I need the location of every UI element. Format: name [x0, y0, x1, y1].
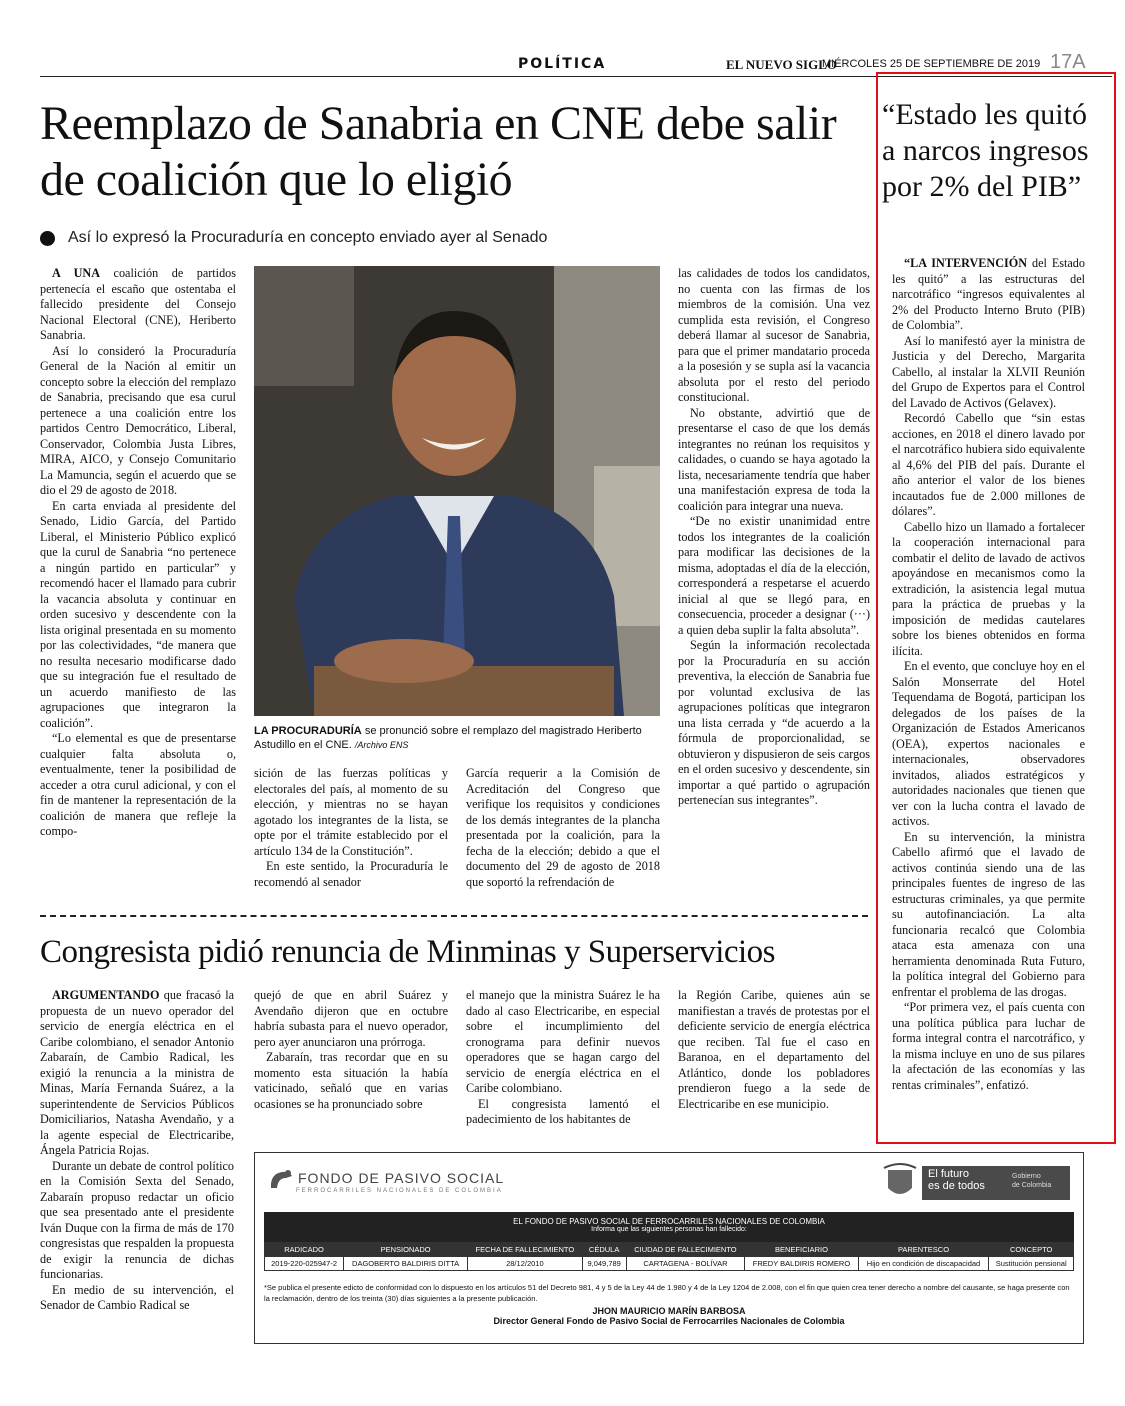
- paragraph: [892, 256, 1085, 334]
- table-header: RADICADO: [265, 1243, 344, 1257]
- table-cell: Sustitución pensional: [989, 1257, 1074, 1271]
- table-header: FECHA DE FALLECIMIENTO: [468, 1243, 583, 1257]
- page-number: 17A: [1050, 51, 1086, 73]
- newspaper-name: EL NUEVO SIGLO: [726, 57, 837, 72]
- train-icon: [268, 1168, 294, 1192]
- paragraph: Cabello hizo un llamado a fortalecer la cooperación internacional para combatir el delito de lavado de activos apoyándose en mecanismos como la extradición, la asistencia legal mutua para la práctica de pruebas y la imposición de medidas cautelares sobre los bienes obtenidos en forma ilícita.: [892, 519, 1085, 658]
- ad-banner-title: EL FONDO DE PASIVO SOCIAL DE FERROCARRILES NACIONALES DE COLOMBIA: [513, 1217, 825, 1226]
- paragraph: En el evento, que concluye hoy en el Salón Monserrate del Hotel Tequendama de Bogotá, participan los delegados de los países de la Organización de Estados Americanos (OEA), expertos nacionales e internacionales, observadores invitados, aliados estratégicos y autoridades nacionales que tienen que ver con la lucha contra el lavado de activos.: [892, 659, 1085, 828]
- gov-name: Gobierno de Colombia: [1012, 1173, 1052, 1189]
- portrait-image: [254, 266, 660, 716]
- article-photo: [254, 266, 660, 716]
- paragraph: Así lo manifestó ayer la ministra de Justicia y del Derecho, Margarita Cabello, al instalar la XLVII Reunión del Grupo de Expertos para el Control del Lavado de Activos (Gelavex).: [892, 333, 1085, 410]
- table-header: PARENTESCO: [858, 1243, 989, 1257]
- paragraph: En medio de su intervención, el Senador de Cambio Radical se: [40, 1282, 234, 1312]
- table-cell: FREDY BALDIRIS ROMERO: [745, 1257, 858, 1271]
- table-header: CIUDAD DE FALLECIMIENTO: [626, 1243, 745, 1257]
- paragraph: No obstante, advirtió que de presentarse el caso de que los demás integrantes no reúnan los requisitos y calidades, o cuando se haya agotado la lista, necesariamente tendría que haber una manifestación expresa de toda la coalición para integrar una nueva.: [678, 405, 870, 513]
- article-headline: Reemplazo de Sanabria en CNE debe salir de coalición que lo eligió: [40, 97, 837, 206]
- table-cell: 28/12/2010: [468, 1257, 583, 1271]
- paragraph-text: del Estado les quitó” a las estructuras del narcotráfico “ingresos equivalentes al 2% del Producto Interno Bruto (PIB) de Colombia”.: [892, 256, 1085, 332]
- signer-name: JHON MAURICIO MARÍN BARBOSA: [592, 1306, 746, 1316]
- lead-in: “LA INTERVENCIÓN: [904, 256, 1028, 270]
- signer-title: Director General Fondo de Pasivo Social de Ferrocarriles Nacionales de Colombia: [493, 1316, 845, 1326]
- ad-logo-text: FONDO DE PASIVO SOCIAL: [298, 1170, 505, 1186]
- caption-source: /Archivo ENS: [354, 740, 409, 750]
- article2-col3: [466, 988, 660, 1128]
- table-header: CÉDULA: [582, 1243, 626, 1257]
- table-cell: 2019-220-025947-2: [265, 1257, 344, 1271]
- paragraph-text: coalición de partidos pertenecía el escaño que ostentaba el fallecido presidente del Consejo Nacional Electoral (CNE), Heriberto Sanabria.: [40, 266, 236, 342]
- section-label: POLÍTICA: [518, 56, 607, 72]
- paragraph: En carta enviada al presidente del Senado, Lidio García, del Partido Liberal, el Ministerio Público explicó que la curul de Sanabria “no pertenece a ningún partido en particular” y recomendó hacer el llamado para cubrir la vacancia absoluta y continuar en orden sucesivo y descendente con la lista original presentada en su momento por las colectividades, “de manera que no resulta necesario modificarse dado que su integración fue el resultado de un acuerdo manifiesto de las agrupaciones que integraron la coalición”.: [40, 498, 236, 730]
- article1-col2: [254, 766, 448, 890]
- paragraph: “Por primera vez, el país cuenta con una política pública para luchar de forma integral contra el narcotráfico, y la misma incluye en uno de sus pilares la afectación de las economías y las rentas criminales”, enfatizó.: [892, 1000, 1085, 1092]
- paragraph: el manejo que la ministra Suárez le ha dado al caso Electricaribe, en especial sobre el incumplimiento del cronograma para definir nuevos operadores que se hagan cargo del servicio de energía eléctrica en el Caribe colombiano.: [466, 988, 660, 1095]
- gov-slogan: El futuro es de todos: [928, 1168, 985, 1192]
- table-row: [265, 1257, 1074, 1271]
- issue-date: MIÉRCOLES 25 DE SEPTIEMBRE DE 2019: [822, 58, 1041, 70]
- article2-col2: [254, 988, 448, 1112]
- caption-text: se pronunció sobre el remplazo del magistrado Heriberto Astudillo en el CNE.: [254, 725, 642, 751]
- lead-in: A UNA: [52, 266, 101, 280]
- bullet-icon: [40, 231, 55, 246]
- table-cell: DAGOBERTO BALDIRIS DITTA: [344, 1257, 468, 1271]
- coat-of-arms-icon: [880, 1162, 920, 1204]
- table-cell: Hijo en condición de discapacidad: [858, 1257, 989, 1271]
- ad-banner: [264, 1212, 1074, 1242]
- paragraph: García requerir a la Comisión de Acreditación del Congreso que verifique los requisitos y condiciones de los demás integrantes de la plancha presentada por la coalición, para la fecha de la elección; debido a que el documento del 29 de agosto de 2018 que soportó la refrendación de: [466, 766, 660, 889]
- lead-in: ARGUMENTANDO: [52, 988, 160, 1002]
- paragraph: Durante un debate de control político en la Comisión Sexta del Senado, Zabaraín propuso redactar un oficio que sea presentado ante el presidente Iván Duque con la firma de más de 170 congresistas que respalden la propuesta de exigir la renuncia de dichas funcionarias.: [40, 1158, 234, 1281]
- deceased-table: [264, 1242, 1074, 1271]
- ad-legal-note: *Se publica el presente edicto de conformidad con lo dispuesto en los artículos 51 del Decreto 981, 4 y 5 de la Ley 44 de 1.980 y 4 de la Ley 1204 de 2.008, con el fin que quien crea tener derecho a nombre del causante, se haga presente con la reclamación, dentro de los treinta (30) días siguientes a la presente publicación.: [264, 1283, 1070, 1303]
- table-cell: 9,049,789: [582, 1257, 626, 1271]
- paragraph-text: que fracasó la propuesta de un nuevo operador del servicio de energía eléctrica en el Caribe colombiano, el senador Antonio Zabaraín, de Cambio Radical, les exigió la renuncia a la ministra de Minas, María Fernanda Suárez, a la superintendente de Servicios Públicos Domiciliarios, Natasha Avendaño, y a la agente especial de Electricaribe, Ángela Patricia Rojas.: [40, 988, 234, 1157]
- paragraph: El congresista lamentó el padecimiento de los habitantes de: [466, 1096, 660, 1126]
- ad-banner-subtitle: Informa que las siguientes personas han fallecido:: [591, 1226, 747, 1233]
- article2-headline: Congresista pidió renuncia de Minminas y Superservicios: [40, 934, 776, 970]
- paragraph: En su intervención, la ministra Cabello afirmó que el lavado de activos continúa siendo una de las principales fuentes de ingreso de las estructuras criminales, ya que permite su autofinanciación. La alta funcionaria recalcó que Colombia ataca esta amenaza con una herramienta denominada Ruta Futuro, la política integral del Gobierno para enfrentar el problema de las drogas.: [892, 829, 1085, 999]
- table-header: PENSIONADO: [344, 1243, 468, 1257]
- paragraph: En este sentido, la Procuraduría le recomendó al senador: [254, 859, 448, 889]
- paragraph: quejó de que en abril Suárez y Avendaño dijeron que en octubre habría subasta para el nuevo operador, pero ayer anunciaron una prórroga.: [254, 988, 448, 1049]
- paragraph: [40, 266, 236, 344]
- paragraph: la Región Caribe, quienes aún se manifiestan a través de protestas por el deficiente servicio de energía eléctrica que reciben. Tal fue el caso en Baranoa, en el departamento del Atlántico, donde los pobladores prendieron fuego a la sede de Electricaribe en ese municipio.: [678, 988, 870, 1111]
- government-logo: [880, 1162, 1072, 1204]
- article1-col1: [40, 266, 236, 840]
- table-header: BENEFICIARIO: [745, 1243, 858, 1257]
- paragraph: sición de las fuerzas políticas y electorales del país, al momento de su elección, y mientras no se hayan agotado los integrantes de la lista, se opte por el trámite establecido por el artículo 134 de la Constitución”.: [254, 766, 448, 858]
- article2-col1: [40, 988, 234, 1314]
- table-header-row: [265, 1243, 1074, 1257]
- article2-col4: [678, 988, 870, 1112]
- sidebar-body: [892, 256, 1085, 1093]
- paragraph: [40, 988, 234, 1159]
- paragraph: Recordó Cabello que “sin estas acciones, en 2018 el dinero lavado por el narcotráfico hubiera sido equivalente al 4,6% del PIB del país. Durante el año anterior el valor de los bienes incautados fue de 2.000 millones de dólares”.: [892, 411, 1085, 518]
- table-header: CONCEPTO: [989, 1243, 1074, 1257]
- table-cell: CARTAGENA - BOLÍVAR: [626, 1257, 745, 1271]
- paragraph: “Lo elemental es que de presentarse cualquier falta absoluta o, eventualmente, tener la posibilidad de acceder a otra curul adicional, y con el fin de mantener la representación de la coalición de manera que refleje la compo-: [40, 731, 236, 838]
- article1-col3: [466, 766, 660, 890]
- photo-caption: [254, 724, 660, 752]
- article-subhead: Así lo expresó la Procuraduría en concepto enviado ayer al Senado: [68, 229, 548, 246]
- article1-col4: [678, 266, 870, 809]
- paragraph: Según la información recolectada por la Procuraduría en su acción preventiva, la elección de Sanabria fue por voluntad exclusiva de las agrupaciones políticas que integraron una lista cerrada y “de acuerdo a la fórmula de proporcionalidad, se obtuvieron y dispusieron de seis cargos en el orden sucesivo y descendente, sin importar a qué partido o agrupación pertenecían sus integrantes”.: [678, 638, 870, 807]
- caption-lead: LA PROCURADURÍA: [254, 725, 362, 737]
- ad-logo-subtitle: FERROCARRILES NACIONALES DE COLOMBIA: [296, 1188, 503, 1194]
- article-divider: [40, 915, 868, 917]
- paragraph: “De no existir unanimidad entre todos los integrantes de la coalición para modificar las decisiones de la misma, adoptadas el día de la elección, corresponderá a respetarse el acuerdo inicial al que se llegó para, en consecuencia, proceder a designar (···) a quien deba suplir la falta absoluta”.: [678, 514, 870, 637]
- paragraph: Así lo consideró la Procuraduría General de la Nación al emitir un concepto sobre la elección del remplazo de Sanabria, precisando que esa curul pertenece a una coalición entre los partidos Centro Democrático, Liberal, Conservador, Colombia Justa Libres, MIRA, AICO, y Consejo Comunitario La Mamuncia, según el acuerdo que se dio el 29 de agosto de 2018.: [40, 343, 236, 497]
- paragraph: Zabaraín, tras recordar que en su momento esta situación la había vaticinado, señaló que en varias ocasiones se ha pronunciado sobre: [254, 1050, 448, 1111]
- paragraph: las calidades de todos los candidatos, no cuenta con las firmas de los miembros de la comisión. Una vez cumplida esta revisión, el Congreso deberá llamar al sucesor de Sanabria, para que el primer mandatario proceda a la posesión y se supla así la vacancia absoluta por el resto del periodo constitucional.: [678, 266, 870, 404]
- sidebar-title: “Estado les quitó a narcos ingresos por 2% del PIB”: [882, 98, 1089, 203]
- ad-signature: [254, 1306, 1084, 1326]
